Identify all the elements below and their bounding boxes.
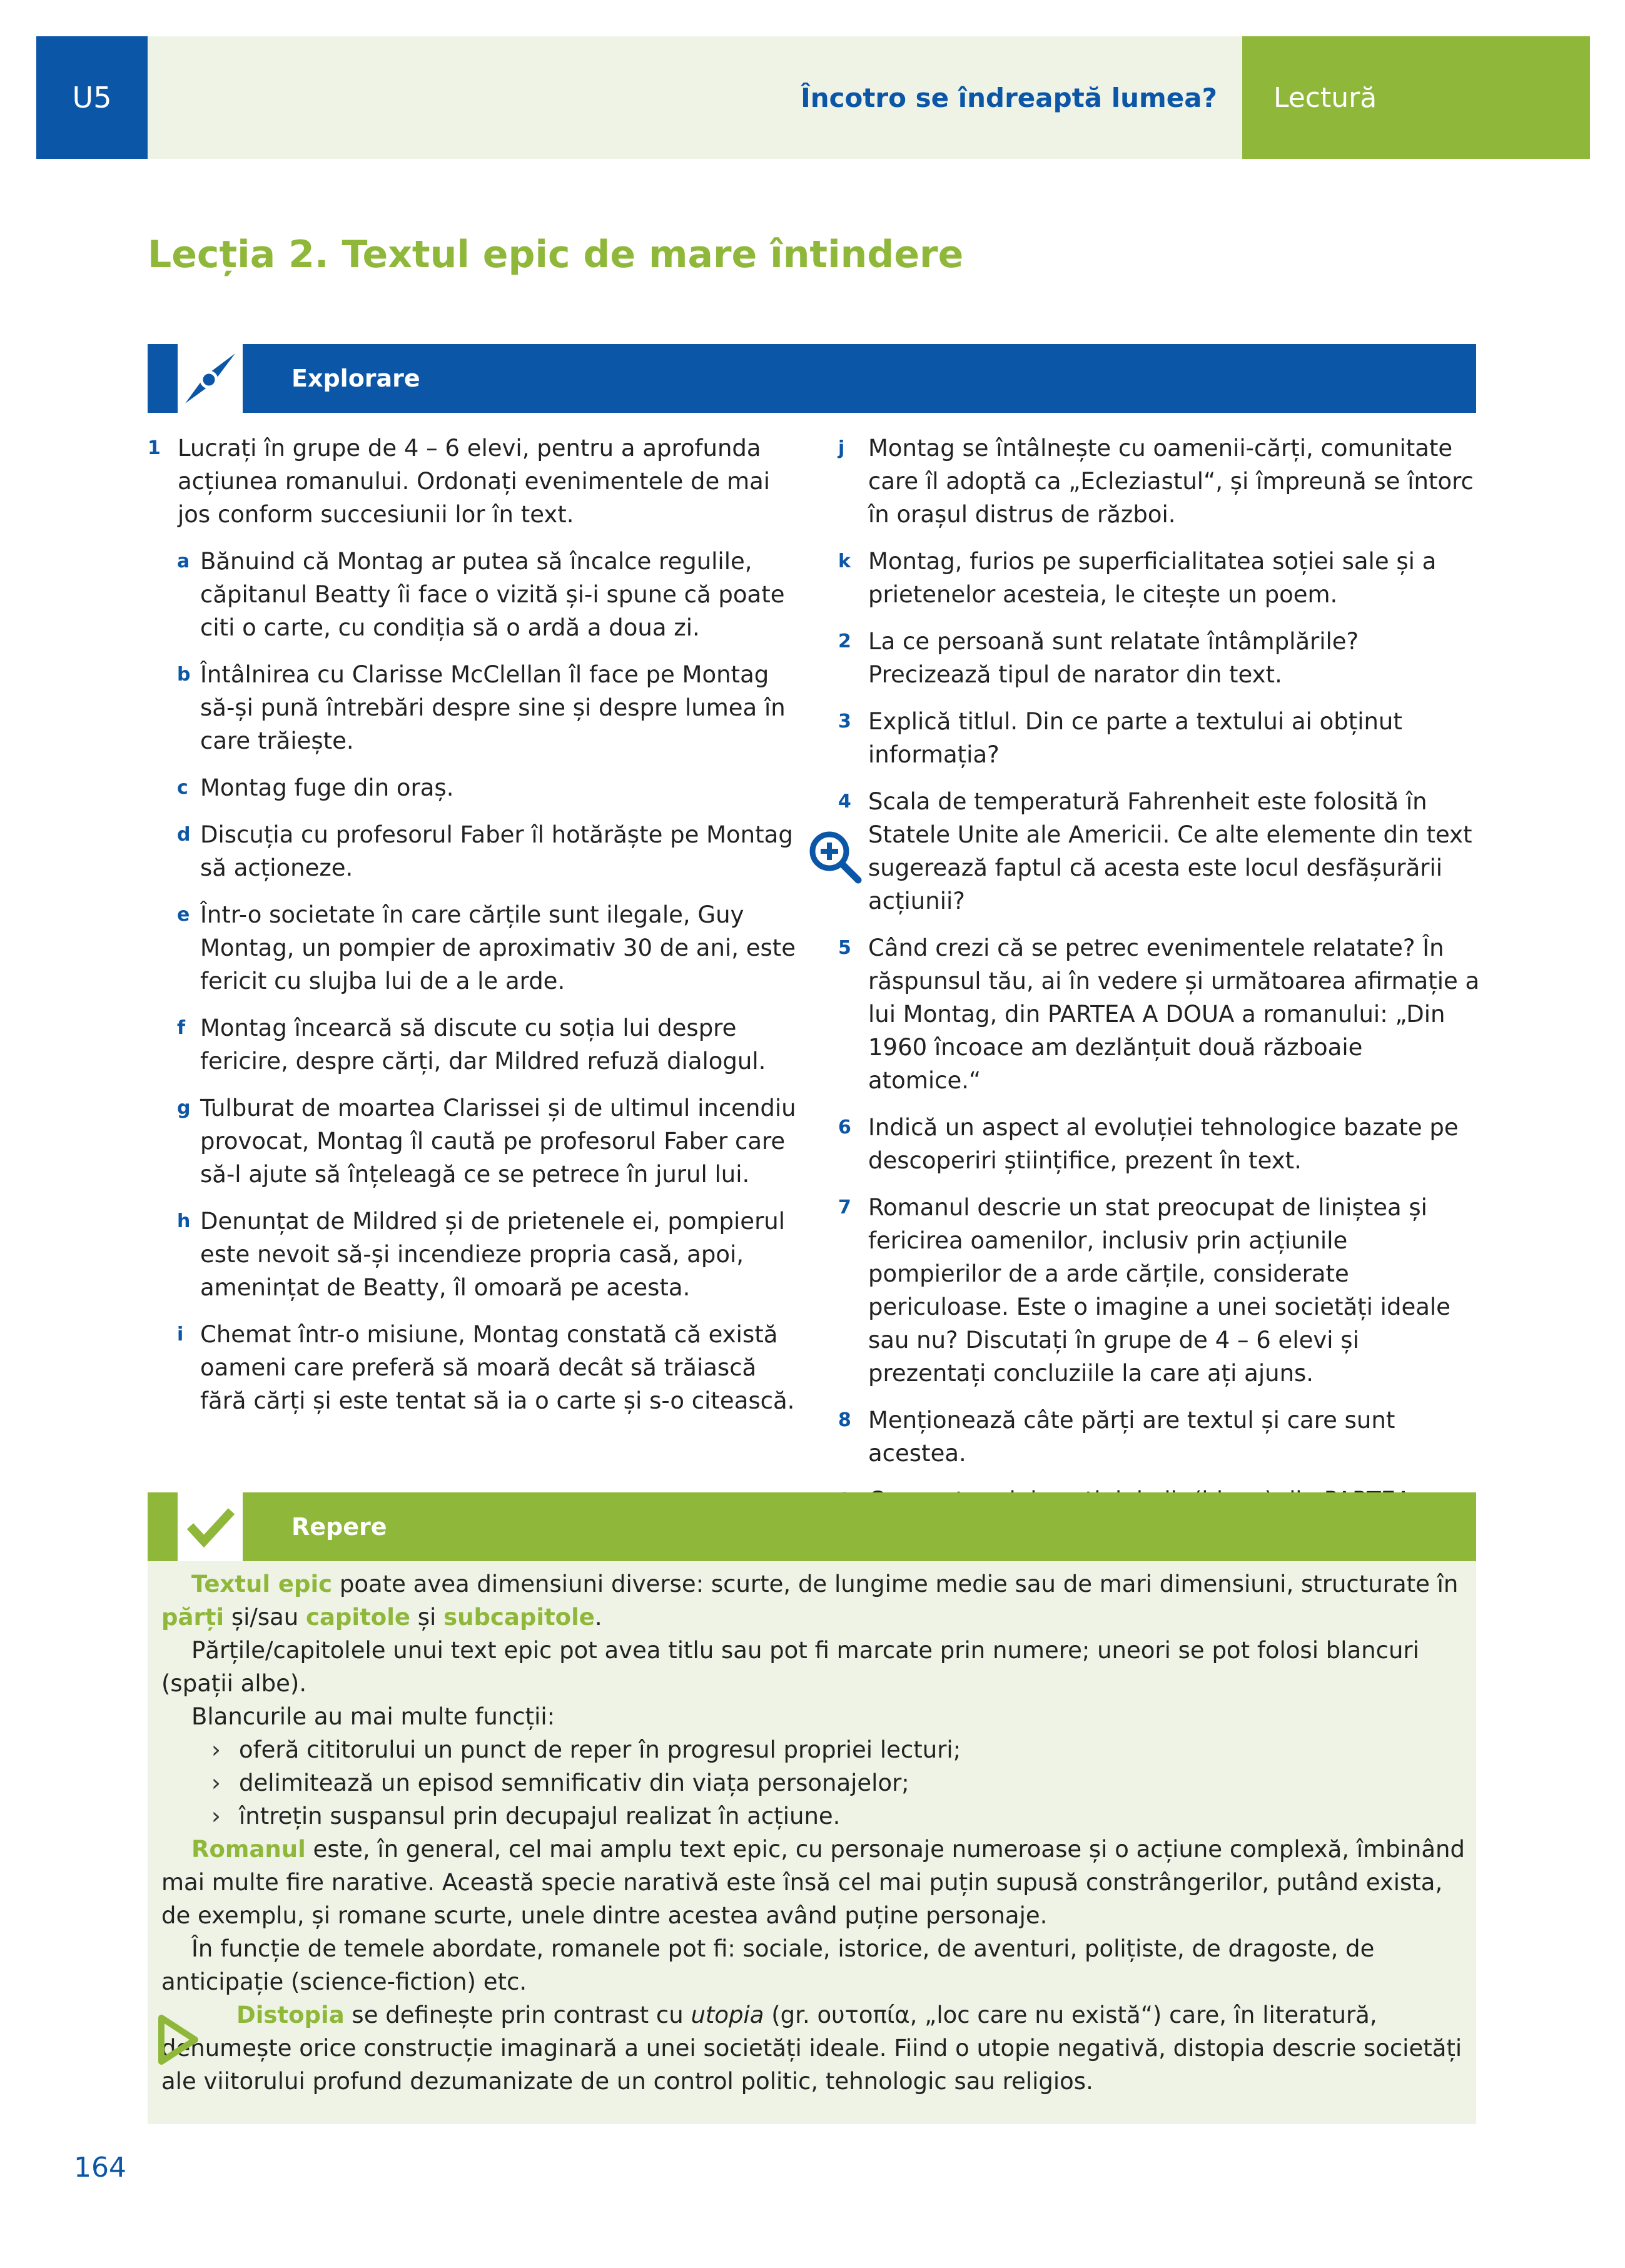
question-text: Menționează câte părți are textul și care sunt acestea. [868, 1407, 1395, 1467]
item-letter: a [177, 550, 190, 572]
question-2 [838, 625, 1482, 691]
item-letter: g [177, 1097, 191, 1119]
section-tab [1242, 36, 1590, 159]
repere-label: Repere [291, 1513, 387, 1541]
item-letter: b [177, 664, 191, 686]
list-item: › întrețin suspansul prin decupajul realizat în acțiune. [211, 1800, 1469, 1833]
list-item [148, 898, 804, 998]
banner-lead [148, 344, 178, 413]
list-item: › delimitează un episod semnificativ din viața personajelor; [211, 1766, 1469, 1800]
unit-title: Încotro se îndreaptă lumea? [801, 82, 1217, 113]
item-letter: j [838, 437, 845, 459]
list-item [148, 1205, 804, 1304]
question-1 [148, 432, 804, 531]
item-text: Chemat într-o misiune, Montag constată că există oameni care preferă să moară decât să trăiască fără cărți și este tentat să ia o carte și s-o citească. [200, 1321, 795, 1414]
question-number: 2 [838, 630, 851, 652]
item-text: Montag fuge din oraș. [200, 774, 454, 801]
question-text: Scala de temperatură Fahrenheit este folosită în Statele Unite ale Americii. Ce alte elemente din text sugerează faptul că acesta este locul desfășurării acțiunii? [868, 788, 1472, 914]
item-letter: i [177, 1324, 184, 1345]
question-3 [838, 705, 1482, 771]
question-text: Când crezi că se petrec evenimentele relatate? În răspunsul tău, ai în vedere și următoarea afirmație a lui Montag, din PARTEA A DOUA a romanului: „Din 1960 încoace am dezlănțuit două războaie atomice.“ [868, 934, 1480, 1094]
item-text: Bănuind că Montag ar putea să încalce regulile, căpitanul Beatty îi face o vizită și-i spune că poate citi o carte, cu condiția să o ardă a doua zi. [200, 548, 785, 641]
exercise-column-right [838, 432, 1482, 1564]
list-item [838, 545, 1482, 611]
banner-lead [148, 1492, 178, 1561]
list-item [148, 658, 804, 757]
paragraph-text: se definește prin contrast cu [344, 2002, 691, 2028]
term-highlight: subcapitole [443, 1604, 595, 1631]
repere-paragraph: În funcție de temele abordate, romanele pot fi: sociale, istorice, de aventuri, polițiste, de dragoste, de anticipație (science-fiction) etc. [161, 1935, 1375, 1995]
paragraph-text: poate avea dimensiuni diverse: scurte, de lungime medie sau de mari dimensiuni, structurate în [332, 1571, 1459, 1597]
list-item [148, 1091, 804, 1191]
paragraph-text: și/sau [224, 1604, 306, 1631]
question-number: 4 [838, 791, 851, 813]
repere-paragraph [161, 1998, 1469, 2098]
term-highlight: Distopia [236, 2002, 345, 2028]
question-7 [838, 1191, 1482, 1390]
question-4 [838, 785, 1482, 918]
explorare-label: Explorare [291, 365, 420, 392]
term-italic: utopia [691, 2002, 764, 2028]
question-text: Indică un aspect al evoluției tehnologice bazate pe descoperiri științifice, prezent în text. [868, 1114, 1459, 1174]
list-item: › oferă cititorului un punct de reper în progresul propriei lecturi; [211, 1733, 1469, 1766]
repere-paragraph: Părțile/capitolele unui text epic pot avea titlu sau pot fi marcate prin numere; uneori se pot folosi blancuri (spații albe). [161, 1637, 1419, 1697]
explorare-bar [243, 344, 1476, 413]
question-8 [838, 1404, 1482, 1470]
question-5 [838, 931, 1482, 1097]
question-number: 6 [838, 1116, 851, 1138]
compass-icon [178, 344, 243, 413]
item-text: Tulburat de moartea Clarissei și de ultimul incendiu provocat, Montag îl caută pe profesorul Faber care să-l ajute să înțeleagă ce se petrece în jurul lui. [200, 1095, 796, 1188]
term-highlight: Romanul [191, 1836, 306, 1863]
list-item [148, 545, 804, 644]
question-number: 1 [148, 437, 161, 459]
section-label: Lectură [1273, 81, 1377, 114]
exercise-column-left [148, 432, 804, 1431]
item-letter: h [177, 1210, 191, 1232]
repere-paragraph [161, 1833, 1469, 1932]
item-letter: c [177, 777, 188, 799]
repere-paragraph: Blancurile au mai multe funcții: [191, 1703, 555, 1730]
paragraph-text: . [594, 1604, 602, 1631]
question-number: 8 [838, 1409, 851, 1431]
item-text: Discuția cu profesorul Faber îl hotărăște pe Montag să acționeze. [200, 821, 793, 881]
question-6 [838, 1111, 1482, 1177]
explorare-banner [148, 344, 1476, 413]
play-triangle-icon [156, 2014, 200, 2065]
term-highlight: părți [161, 1604, 225, 1631]
list-item [838, 432, 1482, 531]
question-number: 5 [838, 937, 851, 959]
item-text: Într-o societate în care cărțile sunt ilegale, Guy Montag, un pompier de aproximativ 30 de ani, este fericit cu slujba lui de a le arde. [200, 901, 796, 995]
paragraph-text: (gr. ουτοπία, „loc care nu există“) care, în literatură, denumește orice construcție imaginară a unei societăți ideale. Fiind o utopie negativă, distopia descrie societăți ale viitorului profund dezumanizate de un control politic, tehnologic sau religios. [161, 2002, 1462, 2095]
question-text: Lucrați în grupe de 4 – 6 elevi, pentru a aprofunda acțiunea romanului. Ordonați evenimentele de mai jos conform succesiunii lor în text. [178, 435, 771, 528]
question-text: Romanul descrie un stat preocupat de liniștea și fericirea oamenilor, inclusiv prin acțiunile pompierilor de a arde cărțile, considerate periculoase. Este o imagine a unei societăți ideale sau nu? Discutați în grupe de 4 – 6 elevi și prezentați concluziile la care ați ajuns. [868, 1194, 1450, 1387]
lesson-title: Lecția 2. Textul epic de mare întindere [148, 233, 964, 276]
zoom-in-icon [807, 829, 863, 885]
item-letter: f [177, 1017, 186, 1039]
list-item [148, 1318, 804, 1417]
term-highlight: capitole [306, 1604, 410, 1631]
item-text: Montag se întâlnește cu oamenii-cărți, comunitate care îl adoptă ca „Ecleziastul“, și împreună se întorc în orașul distrus de război. [868, 435, 1474, 528]
question-text: Explică titlul. Din ce parte a textului ai obținut informația? [868, 708, 1402, 768]
list-item [148, 1011, 804, 1078]
repere-bar [243, 1492, 1476, 1561]
repere-banner [148, 1492, 1476, 1561]
term-highlight: Textul epic [191, 1571, 333, 1597]
paragraph-text: este, în general, cel mai amplu text epic, cu personaje numeroase și o acțiune complexă, îmbinând mai multe fire narative. Această specie narativă este însă cel mai puțin supusă constrângerilor, putând exista, de exemplu, și romane scurte, unele dintre acestea având puține personaje. [161, 1836, 1465, 1929]
item-letter: e [177, 904, 190, 926]
item-text: Denunțat de Mildred și de prietenele ei, pompierul este nevoit să-și incendieze propria casă, apoi, amenințat de Beatty, îl omoară pe acesta. [200, 1208, 786, 1301]
item-letter: k [838, 550, 851, 572]
repere-content [161, 1567, 1469, 2098]
unit-title-bar [148, 36, 1242, 159]
function-list [161, 1733, 1469, 1833]
unit-badge [36, 36, 148, 159]
list-item [148, 771, 804, 804]
question-number: 7 [838, 1197, 851, 1218]
question-number: 3 [838, 711, 851, 732]
item-text: Montag încearcă să discute cu soția lui despre fericire, despre cărți, dar Mildred refuză dialogul. [200, 1015, 766, 1075]
list-item [148, 818, 804, 884]
repere-paragraph [161, 1567, 1469, 1634]
page-number: 164 [74, 2152, 126, 2184]
unit-label: U5 [72, 81, 112, 114]
paragraph-text: și [410, 1604, 444, 1631]
checkmark-icon [178, 1492, 243, 1561]
item-text: Montag, furios pe superficialitatea soției sale și a prietenelor acesteia, le citește un poem. [868, 548, 1437, 608]
item-letter: d [177, 824, 191, 846]
question-text: La ce persoană sunt relatate întâmplările? Precizează tipul de narator din text. [868, 628, 1359, 688]
item-text: Întâlnirea cu Clarisse McClellan îl face pe Montag să-și pună întrebări despre sine și despre lumea în care trăiește. [200, 661, 786, 754]
